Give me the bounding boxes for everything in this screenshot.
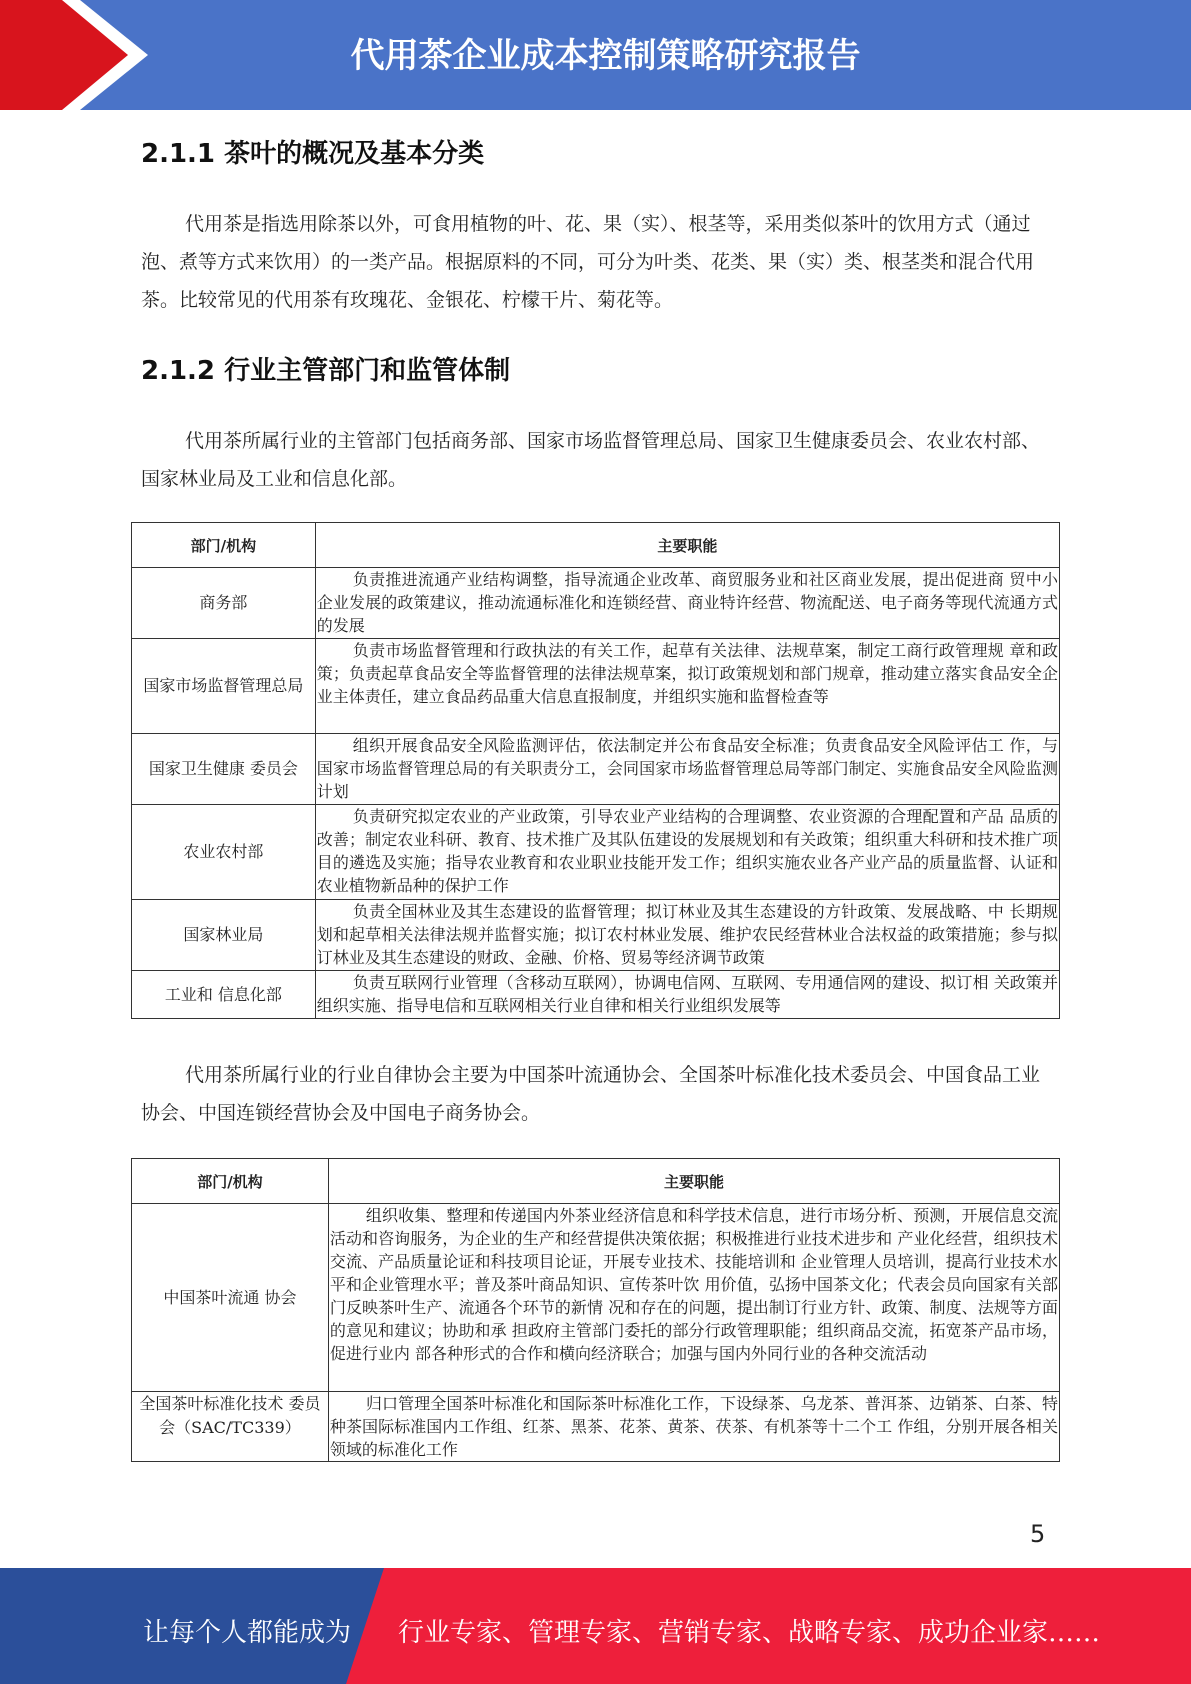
report-title: 代用茶企业成本控制策略研究报告 <box>350 36 861 76</box>
header-banner <box>0 0 1191 110</box>
dept-cell: 国家卫生健康 委员会 <box>132 734 316 805</box>
table-row <box>132 971 1060 1019</box>
function-cell: 负责研究拟定农业的产业政策，引导农业产业结构的合理调整、农业资源的合理配置和产品 品质的改善；制定农业科研、教育、技术推广及其队伍建设的发展规划和有关政策；组织重大科研和技术推广项目的遴选及实施；指导农业教育和农业职业技能开发工作；组织实施农业各产业产品的质量监督、认证和农业植物新品种的保护工作 <box>315 805 1059 900</box>
column-header-dept: 部门/机构 <box>132 523 316 568</box>
table-row <box>132 1392 1060 1462</box>
section-2-1-2-paragraph: 代用茶所属行业的主管部门包括商务部、国家市场监督管理总局、国家卫生健康委员会、农业农村部、国家林业局及工业和信息化部。 <box>141 430 1041 490</box>
table-row <box>132 568 1060 639</box>
association-paragraph: 代用茶所属行业的行业自律协会主要为中国茶叶流通协会、全国茶叶标准化技术委员会、中国食品工业协会、中国连锁经营协会及中国电子商务协会。 <box>141 1064 1041 1124</box>
dept-cell: 国家市场监督管理总局 <box>132 639 316 734</box>
function-cell: 组织收集、整理和传递国内外茶业经济信息和科学技术信息，进行市场分析、预测，开展信息交流活动和咨询服务，为企业的生产和经营提供决策依据；积极推进行业技术进步和 产业化经营，组织技术交流、产品质量论证和科技项目论证，开展专业技术、技能培训和 企业管理人员培训，提高行业技术水平和企业管理水平；普及茶叶商品知识、宣传茶叶饮 用价值，弘扬中国茶文化；代表会员向国家有关部门反映茶叶生产、流通各个环节的新情 况和存在的问题，提出制订行业方针、政策、制度、法规等方面的意见和建议；协助和承 担政府主管部门委托的部分行政管理职能；组织商品交流，拓宽茶产品市场，促进行业内 部各种形式的合作和横向经济联合；加强与国内外同行业的各种交流活动 <box>328 1204 1059 1392</box>
section-heading-2-1-1: 2.1.1 茶叶的概况及基本分类 <box>141 139 485 169</box>
table-row <box>132 900 1060 971</box>
association-table <box>131 1158 1060 1462</box>
function-cell: 负责推进流通产业结构调整，指导流通企业改革、商贸服务业和社区商业发展，提出促进商 贸中小企业发展的政策建议，推动流通标准化和连锁经营、商业特许经营、物流配送、电子商务等现代流通方式的发展 <box>315 568 1059 639</box>
function-cell: 负责互联网行业管理（含移动互联网），协调电信网、互联网、专用通信网的建设、拟订相 关政策并组织实施、指导电信和互联网相关行业自律和相关行业组织发展等 <box>315 971 1059 1019</box>
table-header-row <box>132 523 1060 568</box>
function-cell: 负责市场监督管理和行政执法的有关工作，起草有关法律、法规草案，制定工商行政管理规 章和政策；负责起草食品安全等监督管理的法律法规草案，拟订政策规划和部门规章，推动建立落实食品安全企业主体责任，建立食品药品重大信息直报制度，并组织实施和监督检查等 <box>315 639 1059 734</box>
section-2-1-1-paragraph: 代用茶是指选用除茶以外，可食用植物的叶、花、果（实）、根茎等，采用类似茶叶的饮用方式（通过泡、煮等方式来饮用）的一类产品。根据原料的不同，可分为叶类、花类、果（实）类、根茎类和混合代用茶。比较常见的代用茶有玫瑰花、金银花、柠檬干片、菊花等。 <box>141 213 1035 311</box>
table-header-row <box>132 1159 1060 1204</box>
column-header-dept: 部门/机构 <box>132 1159 329 1204</box>
table-row <box>132 734 1060 805</box>
table-row <box>132 1204 1060 1392</box>
dept-cell: 工业和 信息化部 <box>132 971 316 1019</box>
dept-cell: 农业农村部 <box>132 805 316 900</box>
table-row <box>132 639 1060 734</box>
footer-slogan-left: 让每个人都能成为 <box>143 1618 352 1648</box>
dept-cell: 国家林业局 <box>132 900 316 971</box>
footer-slogan-right: 行业专家、管理专家、营销专家、战略专家、成功企业家…… <box>398 1618 1101 1648</box>
column-header-function: 主要职能 <box>315 523 1059 568</box>
section-heading-2-1-2: 2.1.2 行业主管部门和监管体制 <box>141 356 511 386</box>
regulator-table <box>131 522 1060 1019</box>
dept-cell: 商务部 <box>132 568 316 639</box>
table-row <box>132 805 1060 900</box>
function-cell: 组织开展食品安全风险监测评估，依法制定并公布食品安全标准；负责食品安全风险评估工 作，与国家市场监督管理总局的有关职责分工，会同国家市场监督管理总局等部门制定、实施食品安全风险监测计划 <box>315 734 1059 805</box>
page-number: 5 <box>1030 1520 1046 1548</box>
dept-cell: 全国茶叶标准化技术 委员会（SAC/TC339） <box>132 1392 329 1462</box>
column-header-function: 主要职能 <box>328 1159 1059 1204</box>
dept-cell: 中国茶叶流通 协会 <box>132 1204 329 1392</box>
function-cell: 负责全国林业及其生态建设的监督管理；拟订林业及其生态建设的方针政策、发展战略、中 长期规划和起草相关法律法规并监督实施；拟订农村林业发展、维护农民经营林业合法权益的政策措施；参与拟订林业及其生态建设的财政、金融、价格、贸易等经济调节政策 <box>315 900 1059 971</box>
function-cell: 归口管理全国茶叶标准化和国际茶叶标准化工作，下设绿茶、乌龙茶、普洱茶、边销茶、白茶、特种茶国际标准国内工作组、红茶、黑茶、花茶、黄茶、茯茶、有机茶等十二个工 作组，分别开展各相关领域的标准化工作 <box>328 1392 1059 1462</box>
